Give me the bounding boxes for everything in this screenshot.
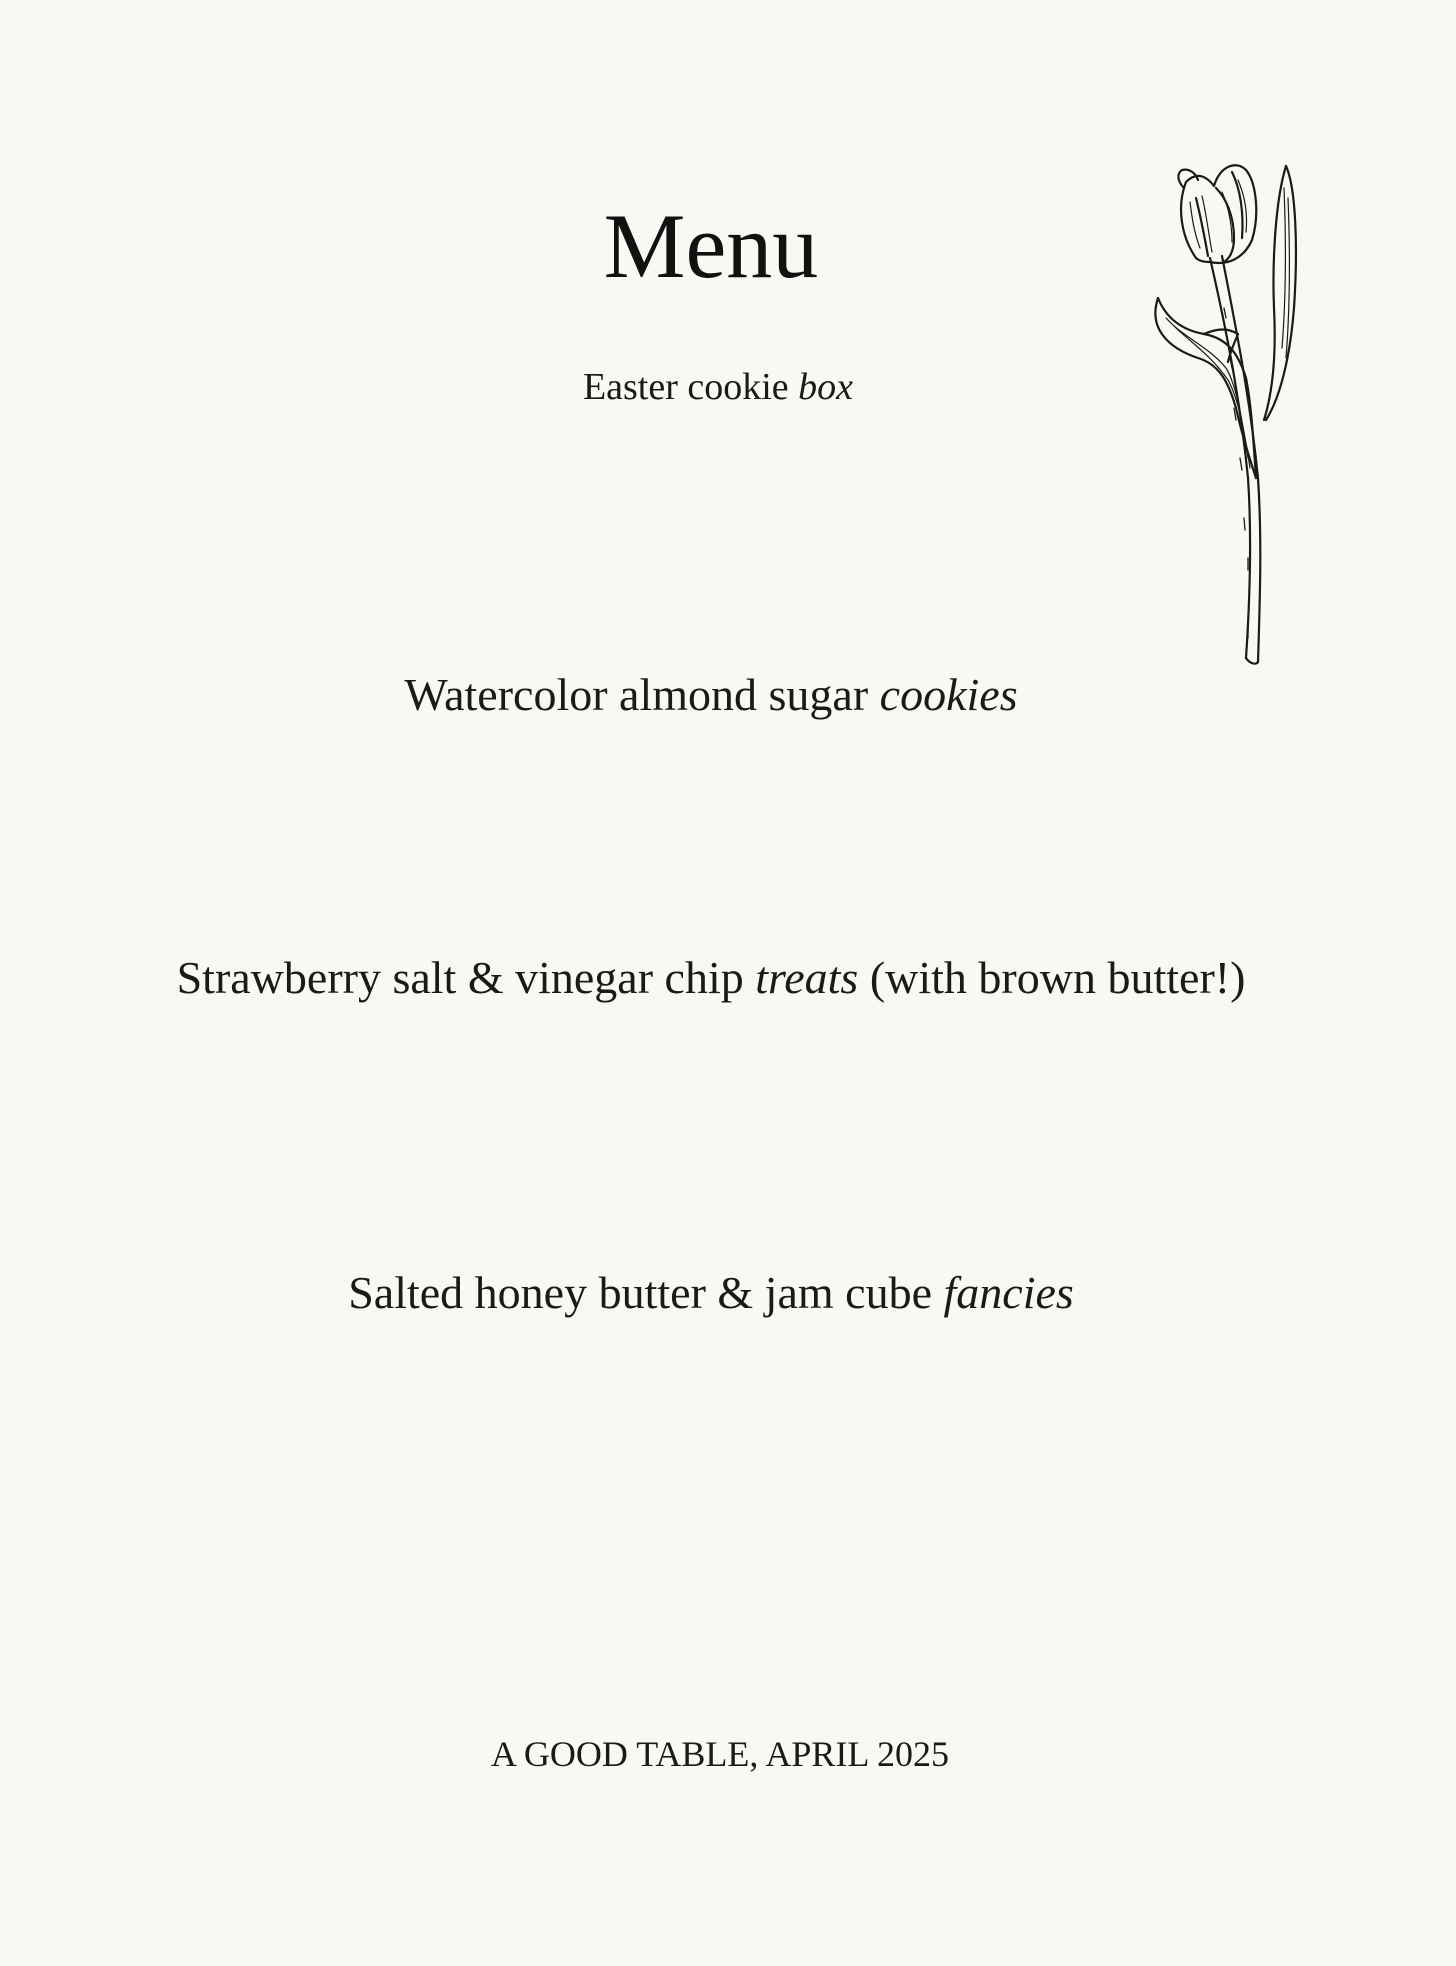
menu-item-text: Watercolor almond sugar [404, 669, 869, 720]
menu-item-italic: cookies [879, 669, 1018, 720]
menu-item-text: Strawberry salt & vinegar chip [176, 952, 744, 1003]
subtitle-text: Easter cookie [582, 366, 789, 408]
subtitle-italic: box [798, 366, 854, 408]
menu-item-suffix: (with brown butter!) [869, 952, 1246, 1003]
menu-item-italic: fancies [943, 1267, 1074, 1318]
page-title: Menu [603, 195, 819, 297]
menu-item-text: Salted honey butter & jam cube [348, 1267, 932, 1318]
menu-item [0, 669, 1422, 720]
footer-text: A GOOD TABLE, APRIL 2025 [490, 1734, 950, 1774]
tulip-icon [1148, 158, 1338, 670]
menu-item-italic: treats [755, 952, 859, 1003]
menu-item [0, 952, 1422, 1003]
menu-item [0, 1267, 1422, 1318]
